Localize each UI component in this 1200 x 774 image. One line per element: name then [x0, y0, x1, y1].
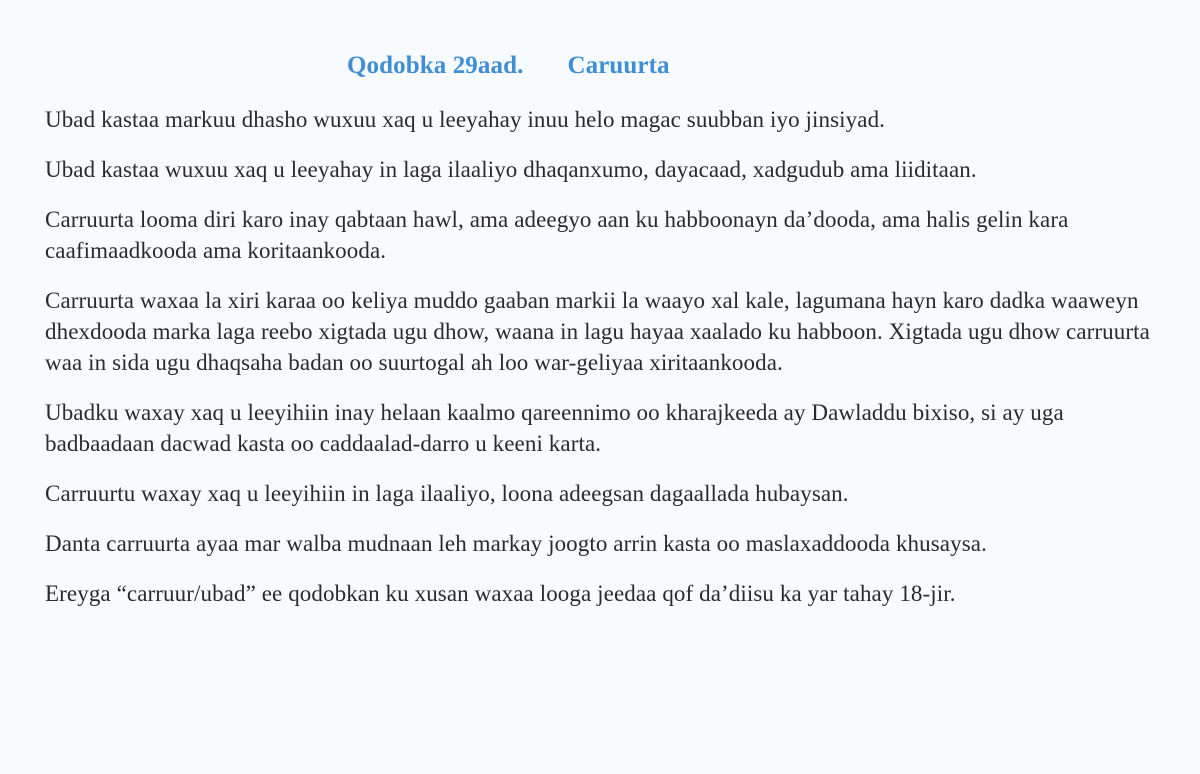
paragraph: Ereyga “carruur/ubad” ee qodobkan ku xusan waxaa looga jeedaa qof da’diisu ka yar tahay 18-jir. [45, 581, 956, 606]
document-page [45, 48, 1170, 628]
paragraph: Danta carruurta ayaa mar walba mudnaan leh markay joogto arrin kasta oo maslaxaddooda khusaysa. [45, 531, 987, 556]
paragraph: Carruurtu waxay xaq u leeyihiin in laga ilaaliyo, loona adeegsan dagaallada hubaysan. [45, 481, 849, 506]
paragraph: Ubad kastaa markuu dhasho wuxuu xaq u leeyahay inuu helo magac suubban iyo jinsiyad. [45, 107, 886, 132]
article-title: Caruurta [567, 52, 670, 79]
paragraph: Carruurta looma diri karo inay qabtaan hawl, ama adeegyo aan ku habboonayn da’dooda, ama halis gelin kara caafimaadkooda ama koritaankooda. [45, 207, 1069, 263]
paragraph: Ubad kastaa wuxuu xaq u leeyahay in laga ilaaliyo dhaqanxumo, dayacaad, xadgudub ama liiditaan. [45, 157, 977, 182]
article-heading [45, 48, 1170, 84]
paragraph: Ubadku waxay xaq u leeyihiin inay helaan kaalmo qareennimo oo kharajkeeda ay Dawladdu bixiso, si ay uga badbaadaan dacwad kasta oo caddaalad-darro u keeni karta. [45, 400, 1064, 456]
article-number: Qodobka 29aad. [347, 52, 524, 79]
paragraph: Carruurta waxaa la xiri karaa oo keliya muddo gaaban markii la waayo xal kale, lagumana hayn karo dadka waaweyn dhexdooda marka laga reebo xigtada ugu dhow, waana in lagu hayaa xaalado ku habboon. Xigtada ugu dhow carruurta waa in sida ugu dhaqsaha badan oo suurtogal ah loo war-geliyaa xiritaankooda. [45, 288, 1150, 375]
